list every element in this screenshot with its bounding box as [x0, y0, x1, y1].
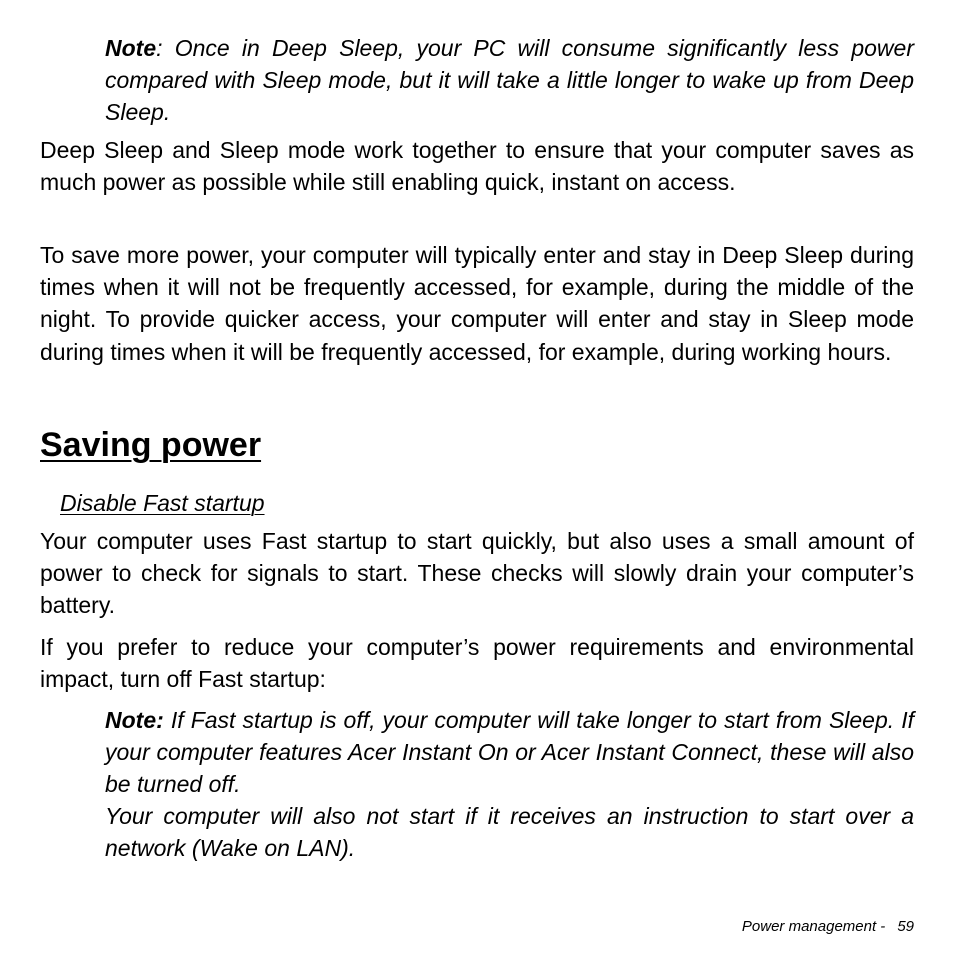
paragraph-fast-startup: Your computer uses Fast startup to start quickly, but also uses a small amount of power to check for signals to start. These checks will slowly drain your computer’s battery. [40, 528, 914, 619]
note-text: If Fast startup is off, your computer will take longer to start from Sleep. If your computer features Acer Instant On or Acer Instant Connect, these will also be turned off. [105, 707, 914, 798]
paragraph-save-more-power: To save more power, your computer will typically enter and stay in Deep Sleep during times when it will not be frequently accessed, for example, during the middle of the night. To provide quicker access, your computer will enter and stay in Sleep mode during times when it will be frequently accessed, for example, during working hours. [40, 242, 914, 365]
subheading-disable-fast-startup: Disable Fast startup [60, 490, 265, 516]
note-wake-on-lan: Your computer will also not start if it receives an instruction to start over a network (Wake on LAN). [105, 803, 914, 862]
paragraph-deep-sleep-sleep: Deep Sleep and Sleep mode work together to ensure that your computer saves as much power as possible while still enabling quick, instant on access. [40, 137, 914, 196]
page-number: 59 [897, 918, 914, 935]
note-deep-sleep [105, 32, 914, 129]
note-text: : Once in Deep Sleep, your PC will consume significantly less power compared with Sleep mode, but it will take a little longer to wake up from Deep Sleep. [105, 35, 914, 126]
page-footer [742, 917, 914, 937]
note-label: Note [105, 35, 157, 61]
note-fast-startup-off [105, 704, 914, 801]
note-label: Note: [105, 707, 164, 733]
footer-section-title: Power management - [741, 918, 886, 935]
paragraph-reduce-power: If you prefer to reduce your computer’s power requirements and environmental impact, turn off Fast startup: [40, 634, 914, 693]
section-heading-saving-power: Saving power [40, 426, 262, 464]
